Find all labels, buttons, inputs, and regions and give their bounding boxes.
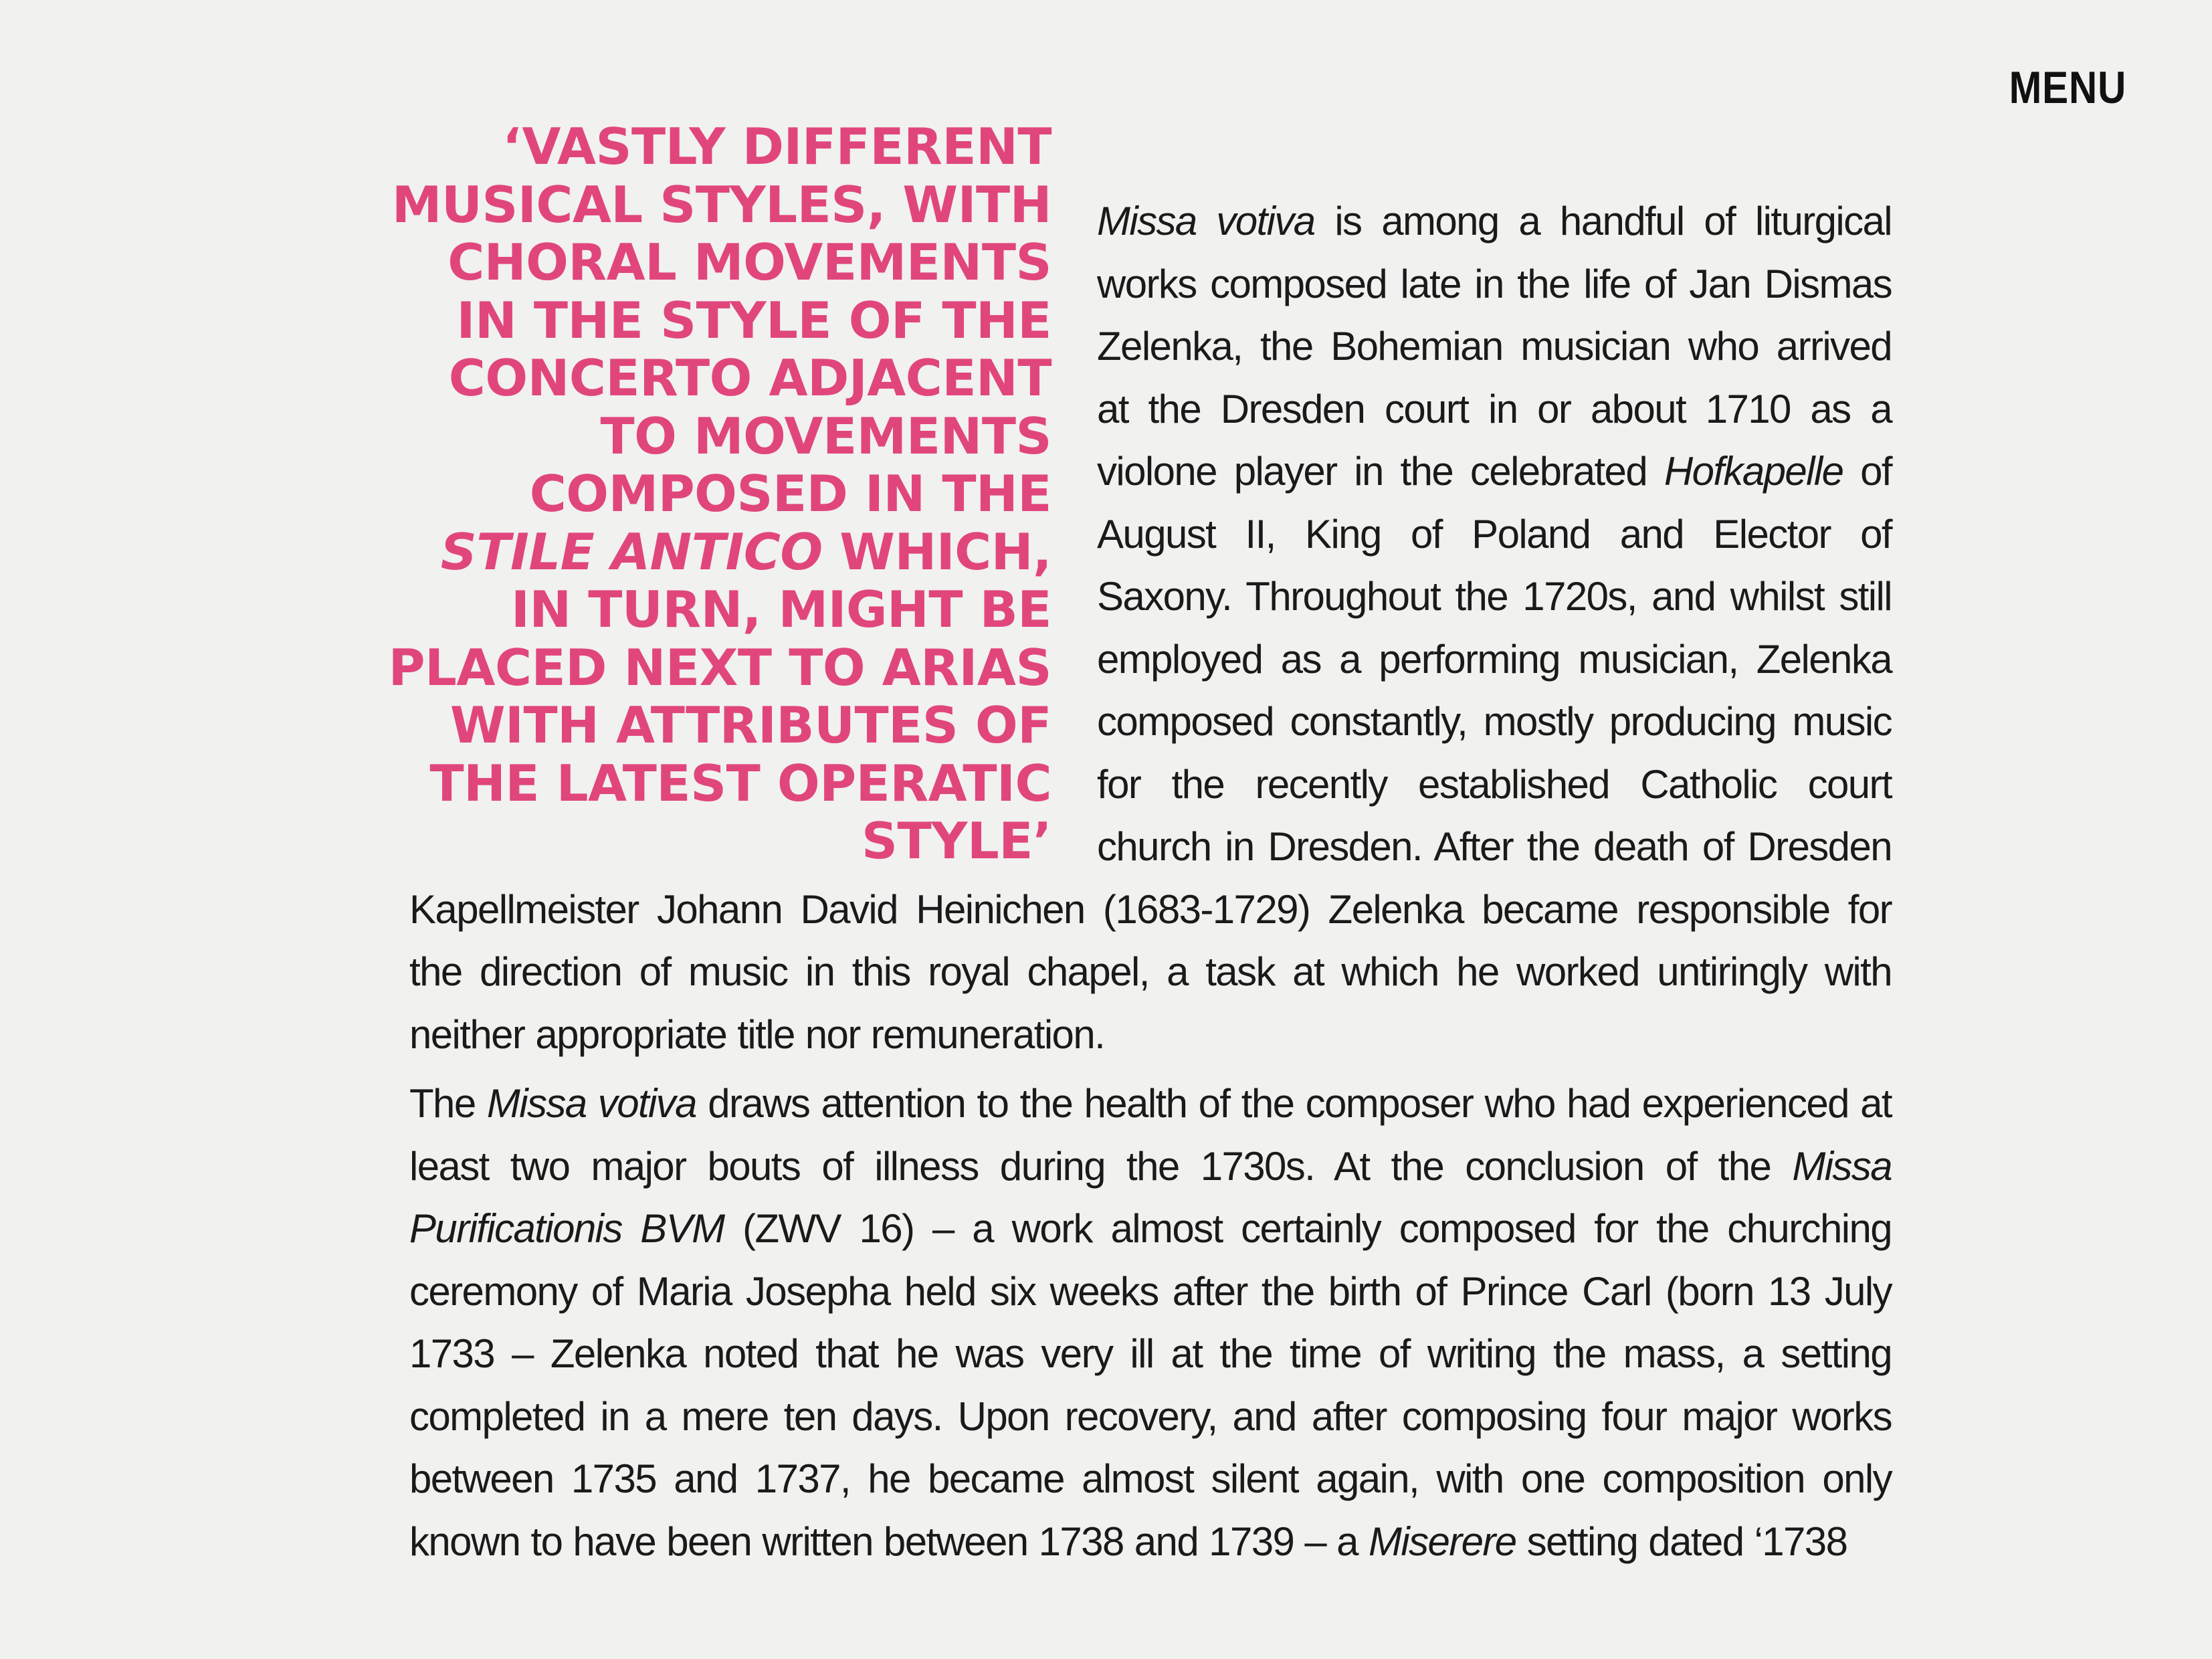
pull-quote-text-part2: WHICH, IN TURN, MIGHT BE PLACED NEXT TO ARIAS WITH ATTRIBUTES OF THE LATEST OPERATIC STYLE [388,522,1051,870]
term-hofkapelle: Hofkapelle [1664,449,1843,494]
paragraph2-text-b: draws attention to the health of the composer who had experienced at least two major bouts of illness during the 1730s. At the conclusion of the [409,1081,1892,1189]
work-title-miserere: Miserere [1369,1519,1516,1564]
pull-quote-close-mark: ’ [1033,811,1051,870]
menu-button[interactable]: MENU [2009,62,2126,113]
paragraph1-text-b: of August II, King of Poland and Elector of Saxony. Throughout the 1720s, and whilst still employed as a performing musician, Zelenka composed constantly, mostly producing music for the recently established Catholic court church in Dresden. After the death of Dresden Kapellmeister Johann David Heinichen (1683-1729) Zelenka became responsible for the direction of music in this royal chapel, a task at which he worked untiringly with neither appropriate title nor remuneration. [409,449,1892,1057]
work-title-missa-votiva: Missa votiva [1097,199,1315,243]
work-title-missa-purificationis: Missa Purificationis BVM [409,1143,1892,1251]
paragraph2-text-d: setting dated ‘1738 [1516,1519,1847,1564]
pull-quote-italic-term: STILE ANTICO [440,522,823,581]
paragraph2-text-c: (ZWV 16) – a work almost certainly composed for the churching ceremony of Maria Josepha held six weeks after the birth of Prince Carl (born 13 July 1733 – Zelenka noted that he was very ill at the time of writing the mass, a setting completed in a mere ten days. Upon recovery, and after composing four major works between 1735 and 1737, he became almost silent again, with one composition only known to have been written between 1738 and 1739 – a [409,1206,1892,1564]
work-title-missa-votiva-2: Missa votiva [486,1081,696,1126]
paragraph2-text-a: The [409,1081,487,1126]
body-paragraph-2 [409,1072,1892,1573]
pull-quote-open-mark: ‘ [502,117,522,176]
pull-quote-text-part1: VASTLY DIFFERENT MUSICAL STYLES, WITH CHORAL MOVEMENTS IN THE STYLE OF THE CONCERTO ADJACENT TO MOVEMENTS COMPOSED IN THE [391,117,1051,523]
pull-quote [383,118,1051,870]
article [388,117,1892,1573]
paragraph1-text-a: is among a handful of liturgical works composed late in the life of Jan Dismas Zelenka, the Bohemian musician who arrived at the Dresden court in or about 1710 as a violone player in the celebrated [1097,199,1892,494]
